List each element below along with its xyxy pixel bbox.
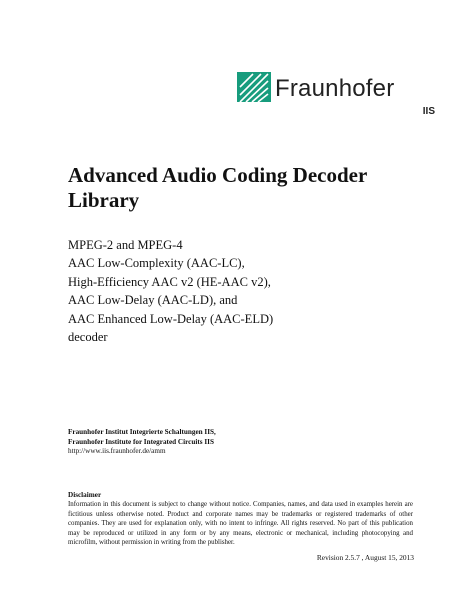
description-line: MPEG-2 and MPEG-4 <box>68 238 183 252</box>
institute-name-de: Fraunhofer Institut Integrierte Schaltungen IIS, <box>68 428 216 436</box>
description-line: High-Efficiency AAC v2 (HE-AAC v2), <box>68 274 271 289</box>
disclaimer-block <box>68 490 413 548</box>
revision-line: Revision 2.5.7 , August 15, 2013 <box>316 553 414 562</box>
fraunhofer-logo <box>237 72 447 122</box>
disclaimer-heading: Disclaimer <box>68 491 102 499</box>
fraunhofer-logo-mark-icon <box>237 72 271 102</box>
institute-name-en: Fraunhofer Institute for Integrated Circuits IIS <box>68 437 214 446</box>
description-list <box>68 236 448 346</box>
brand-name: Fraunhofer <box>275 75 395 102</box>
description-line: AAC Low-Delay (AAC-LD), and <box>68 293 238 308</box>
institute-url[interactable]: http://www.iis.fraunhofer.de/amm <box>68 447 166 456</box>
institute-block <box>68 428 448 457</box>
disclaimer-body: Information in this document is subject to change without notice. Companies, names, and data used in examples herein are fictitious unless otherwise noted. Product and corporate names may be trademarks or registered trademarks of other companies. They are used for explanation only, with no intent to infringe. All rights reserved. No part of this publication may be reproduced or utilized in any form or by any means, electronic or mechanical, including photocopying and microfilm, without permission in writing from the publisher. <box>68 501 413 547</box>
description-line: AAC Low-Complexity (AAC-LC), <box>68 256 245 271</box>
description-line: decoder <box>68 330 108 345</box>
title-line-2: Library <box>68 188 140 212</box>
document-title <box>68 163 448 213</box>
title-line-1: Advanced Audio Coding Decoder <box>68 163 368 187</box>
brand-subtitle: IIS <box>422 106 435 117</box>
description-line: AAC Enhanced Low-Delay (AAC-ELD) <box>68 311 274 326</box>
